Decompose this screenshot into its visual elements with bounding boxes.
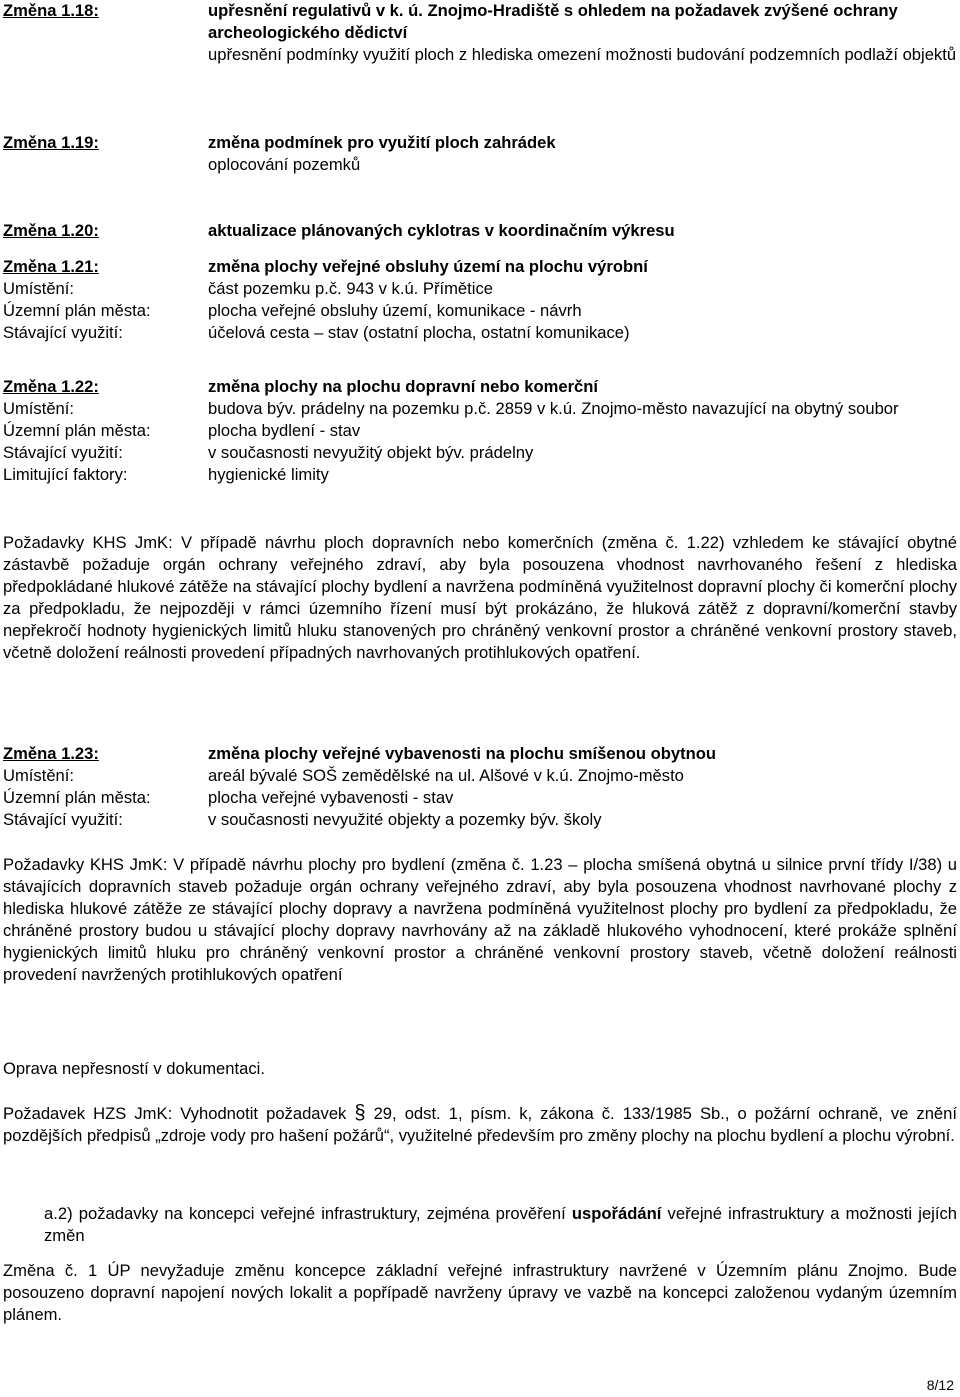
correction-note: Oprava nepřesností v dokumentaci. [3,1059,265,1078]
label-plan: Územní plán města: [3,421,151,440]
section-sign: § [354,1102,366,1124]
value-location: část pozemku p.č. 943 v k.ú. Přímětice [208,279,493,298]
value-plan: plocha bydlení - stav [208,421,361,440]
change-title: Změna 1.20: [3,221,99,240]
up-conclusion: Změna č. 1 ÚP nevyžaduje změnu koncepce základní veřejné infrastruktury navržené v Územním plánu Znojmo. Bude posouzeno dopravní napojení nových lokalit a popřípadě navrženy úpravy ve vazbě na koncepci založenou vydaným územním plánem. [3,1261,957,1324]
value-plan: plocha veřejné vybavenosti - stav [208,788,454,807]
change-title: Změna 1.21: [3,257,99,276]
change-title: Změna 1.19: [3,133,99,152]
label-plan: Územní plán města: [3,301,151,320]
change-heading: změna plochy na plochu dopravní nebo komerční [208,377,599,396]
change-1-23 [3,743,957,831]
label-limiting-factors: Limitující faktory: [3,465,128,484]
change-heading: změna podmínek pro využití ploch zahrádek [208,133,556,152]
value-current-use: v současnosti nevyužitý objekt býv. prádelny [208,443,534,462]
change-title: Změna 1.18: [3,1,99,20]
infra-part-2: veřejné infrastruktury a možnosti jejích změn [44,1204,957,1245]
hzs-part-1: Požadavek HZS JmK: Vyhodnotit požadavek [3,1104,355,1123]
label-location: Umístění: [3,766,75,785]
khs-requirement-1-22: Požadavky KHS JmK: V případě návrhu ploch dopravních nebo komerčních (změna č. 1.22) vzhledem ke stávající obytné zástavbě požaduje orgán ochrany veřejného zdraví, aby byla posouzena vhodnost navrhovaného řešení z hlediska předpokládané hlukové zátěže na stávající plochy bydlení a navržena podmíněná využitelnost dopravní plochy či komerční plochy za předpokladu, že nejpozději v rámci územního řízení musí být prokázáno, že hluková zátěž z dopravní/komerční stavby nepřekročí hodnoty hygienických limitů hluku stanovených pro chráněný venkovní prostor a chráněné venkovní prostory staveb, včetně doložení reálnosti provedení případných navrhovaných protihlukových opatření. [3,533,957,662]
value-current-use: v současnosti nevyužité objekty a pozemky býv. školy [208,810,602,829]
hzs-part-2: 29, odst. 1, písm. k, zákona č. 133/1985 Sb., o požární ochraně, ve znění pozdějších předpisů „zdroje vody pro hašení požárů“, využitelné především pro změny plochy na plochu bydlení a plochu výrobní. [3,1104,957,1145]
value-location: areál bývalé SOŠ zemědělské na ul. Alšové v k.ú. Znojmo-město [208,766,684,785]
change-heading: změna plochy veřejné vybavenosti na plochu smíšenou obytnou [208,744,717,763]
change-1-22 [3,376,957,486]
change-1-20 [3,220,957,242]
label-plan: Územní plán města: [3,788,151,807]
change-detail: upřesnění podmínky využití ploch z hlediska omezení možnosti budování podzemních podlaží objektů [208,45,957,64]
change-title: Změna 1.23: [3,744,99,763]
value-limiting-factors: hygienické limity [208,465,329,484]
change-heading: změna plochy veřejné obsluhy území na plochu výrobní [208,257,648,276]
infrastructure-requirement [44,1203,957,1247]
change-1-21 [3,256,957,344]
label-current-use: Stávající využití: [3,323,123,342]
value-current-use: účelová cesta – stav (ostatní plocha, ostatní komunikace) [208,323,630,342]
label-current-use: Stávající využití: [3,443,123,462]
change-detail: oplocování pozemků [208,155,361,174]
change-heading: upřesnění regulativů v k. ú. Znojmo-Hradiště s ohledem na požadavek zvýšené ochrany archeologického dědictví [208,1,898,42]
hzs-requirement [3,1102,957,1147]
khs-requirement-1-23: Požadavky KHS JmK: V případě návrhu plochy pro bydlení (změna č. 1.23 – plocha smíšená obytná u silnice první třídy I/38) u stávajících dopravních staveb požaduje orgán ochrany veřejného zdraví, aby byla posouzena vhodnost navrhované plochy z hlediska hlukové zátěže ze stávající plochy dopravy a navržena podmíněná využitelnost plochy pro bydlení za předpokladu, že chráněné prostory budou u stávající plochy dopravy navrhovány až na základě hlukového vyhodnocení, které prokáže splnění hygienických limitů hluku pro chráněný venkovní prostor a chráněné venkovní prostory staveb, včetně doložení reálnosti provedení navržených protihlukových opatření [3,855,957,984]
change-title: Změna 1.22: [3,377,99,396]
change-1-18 [3,0,957,66]
value-plan: plocha veřejné obsluhy území, komunikace - návrh [208,301,582,320]
value-location: budova býv. prádelny na pozemku p.č. 2859 v k.ú. Znojmo-město navazující na obytný soubor [208,399,899,418]
change-1-19 [3,132,957,176]
infra-part-1: a.2) požadavky na koncepci veřejné infrastruktury, zejména prověření [44,1204,572,1223]
change-heading: aktualizace plánovaných cyklotras v koordinačním výkresu [208,221,675,240]
label-current-use: Stávající využití: [3,810,123,829]
label-location: Umístění: [3,399,75,418]
infra-bold: uspořádání [571,1204,662,1223]
label-location: Umístění: [3,279,75,298]
page-number: 8/12 [926,1377,954,1393]
